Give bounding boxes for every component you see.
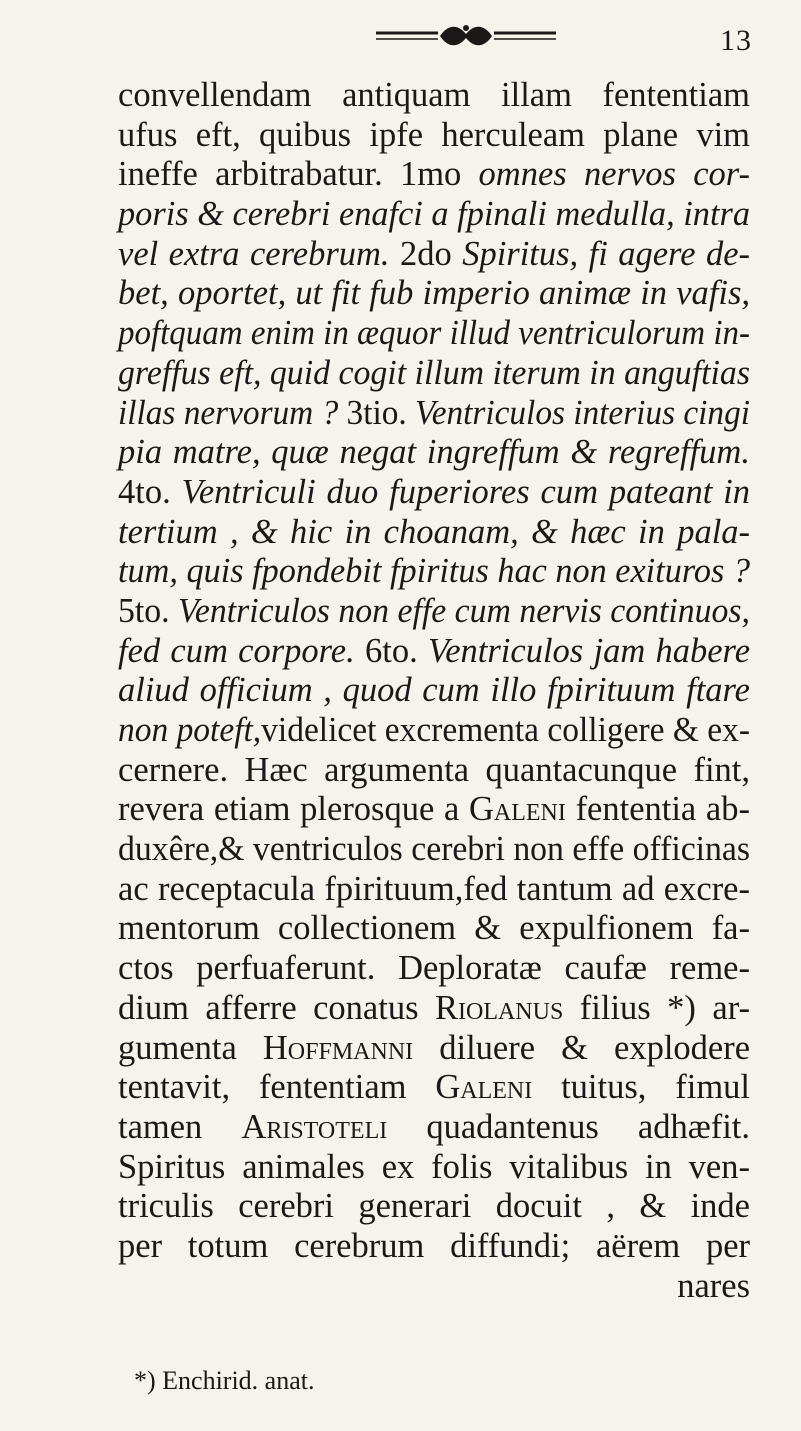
- text-line: [118, 830, 750, 870]
- text-line: [118, 671, 750, 711]
- text-segment: cernere. Hæc argumenta quantacunque fint,: [118, 750, 751, 789]
- text-segment: triculis cerebri generari docuit , & inde: [118, 1187, 750, 1226]
- text-segment: Riolanus: [434, 988, 580, 1027]
- text-segment: per totum cerebrum diffundi; aërem per: [118, 1226, 751, 1265]
- footnote: *) Enchirid. anat.: [134, 1366, 315, 1395]
- text-segment: diluere & explodere: [439, 1028, 751, 1067]
- text-segment: 5to.: [118, 591, 179, 630]
- text-segment: poris & cerebri enafci a fpinali medulla, intra: [118, 195, 751, 234]
- text-line: [118, 909, 750, 949]
- text-segment: Ventriculi duo fuperiores cum pateant in: [181, 472, 751, 511]
- text-segment: tentavit, fententiam: [118, 1068, 436, 1107]
- text-line: [118, 195, 750, 235]
- text-segment: 3tio.: [346, 393, 416, 432]
- text-segment: dium afferre conatus: [118, 988, 435, 1027]
- text-segment: tertium , & hic in choanam, & hæc in pala-: [118, 512, 751, 551]
- text-segment: Galeni: [468, 790, 576, 829]
- text-segment: tamen: [118, 1107, 242, 1146]
- text-segment: Spiritus animales ex folis vitalibus in ven-: [118, 1147, 750, 1186]
- text-segment: Hoffmanni: [262, 1028, 440, 1067]
- text-segment: mentorum collectionem & expulfionem fa-: [118, 909, 750, 948]
- text-segment: Galeni: [435, 1068, 562, 1107]
- text-segment: 2do: [399, 234, 463, 273]
- text-segment: quadantenus adhæfit.: [426, 1107, 751, 1146]
- text-segment: revera etiam plerosque a: [118, 790, 469, 829]
- text-line: [118, 1227, 750, 1267]
- text-line: [118, 473, 750, 513]
- text-line: [118, 1108, 750, 1148]
- text-segment: pia matre, quæ negat ingreffum & regreffum.: [118, 433, 750, 472]
- text-line: [118, 711, 750, 751]
- text-segment: filius *) ar-: [579, 988, 750, 1027]
- text-line: [118, 592, 750, 632]
- text-segment: Ventriculos non effe cum nervis continuos,: [178, 591, 751, 630]
- text-line: [118, 155, 750, 195]
- page-header: [0, 12, 801, 72]
- ornament-divider-icon: [376, 22, 556, 52]
- text-segment: ineffe arbitrabatur. 1mo: [118, 155, 479, 194]
- text-segment: non poteft,: [118, 711, 262, 749]
- text-segment: tum, quis fpondebit fpiritus hac non exituros ?: [118, 552, 750, 591]
- text-line: [118, 1148, 750, 1188]
- text-segment: tuitus, fimul: [561, 1068, 750, 1107]
- text-line: [118, 870, 750, 910]
- text-line: [118, 235, 750, 275]
- text-segment: Ventriculos interius cingi: [415, 393, 751, 432]
- text-line: [118, 1068, 750, 1108]
- text-line: [118, 116, 750, 156]
- text-segment: ctos perfuaferunt. Deploratæ caufæ reme-: [118, 949, 750, 988]
- text-segment: greffus eft, quid cogit illum iterum in anguftias: [118, 353, 750, 392]
- page-number: 13: [720, 24, 752, 57]
- text-line: [118, 1267, 750, 1307]
- text-segment: videlicet excrementa colligere & ex-: [261, 711, 750, 749]
- text-segment: Spiritus, fi agere de-: [462, 234, 750, 273]
- text-segment: vel extra cerebrum.: [118, 234, 400, 273]
- text-line: [118, 394, 750, 434]
- body-text: [118, 76, 750, 1306]
- text-segment: 4to.: [118, 472, 182, 511]
- text-segment: ac receptacula fpirituum,fed tantum ad excre-: [118, 869, 750, 908]
- text-segment: ufus eft, quibus ipfe herculeam plane vim: [118, 115, 751, 154]
- text-segment: nares: [677, 1266, 750, 1305]
- text-segment: illas nervorum ?: [118, 393, 347, 432]
- text-line: [118, 314, 750, 354]
- text-line: [118, 354, 750, 394]
- text-segment: poftquam enim in æquor illud ventriculorum in-: [118, 314, 750, 353]
- text-segment: gumenta: [118, 1028, 263, 1067]
- text-segment: omnes nervos cor-: [478, 155, 750, 194]
- text-line: [118, 274, 750, 314]
- text-segment: convellendam antiquam illam fententiam: [118, 76, 751, 114]
- text-segment: aliud officium , quod cum illo fpirituum ftare: [118, 671, 750, 710]
- text-segment: Ventriculos jam habere: [427, 631, 751, 670]
- text-segment: Aristoteli: [241, 1107, 427, 1146]
- text-segment: 6to.: [365, 631, 428, 670]
- text-line: [118, 76, 750, 116]
- text-line: [118, 949, 750, 989]
- text-line: [118, 1187, 750, 1227]
- text-segment: duxêre,& ventriculos cerebri non effe officinas: [118, 830, 751, 869]
- text-line: [118, 790, 750, 830]
- text-line: [118, 513, 750, 553]
- text-segment: bet, oportet, ut fit fub imperio animæ in vafis,: [118, 274, 751, 313]
- text-line: [118, 632, 750, 672]
- text-segment: fed cum corpore.: [118, 631, 365, 670]
- text-line: [118, 433, 750, 473]
- text-segment: fententia ab-: [575, 790, 750, 829]
- text-line: [118, 552, 750, 592]
- text-line: [118, 989, 750, 1029]
- text-line: [118, 1029, 750, 1069]
- text-line: [118, 751, 750, 791]
